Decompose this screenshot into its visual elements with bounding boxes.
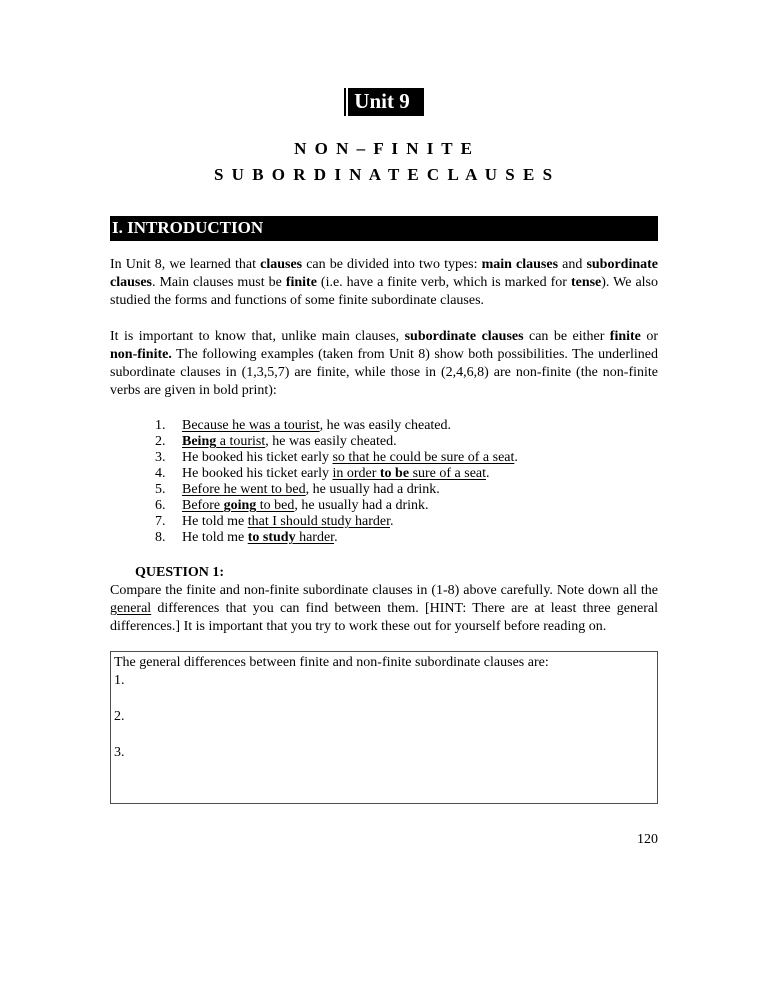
page-title xyxy=(110,136,658,188)
example-text: Before going to bed, he usually had a drink. xyxy=(182,498,429,513)
example-number: 1. xyxy=(155,418,166,433)
example-text: Because he was a tourist, he was easily cheated. xyxy=(182,418,452,433)
unit-badge-row xyxy=(110,88,658,116)
example-text: He booked his ticket early in order to be sure of a seat. xyxy=(182,466,490,481)
example-number: 4. xyxy=(155,466,166,481)
example-text: He booked his ticket early so that he could be sure of a seat. xyxy=(182,450,518,465)
example-item-4 xyxy=(155,466,658,482)
example-number: 2. xyxy=(155,434,166,449)
example-number: 8. xyxy=(155,530,166,545)
examples-list xyxy=(155,418,658,546)
example-number: 6. xyxy=(155,498,166,513)
example-number: 3. xyxy=(155,450,166,465)
answer-box xyxy=(110,651,658,804)
example-item-5 xyxy=(155,482,658,498)
question-1-body: Compare the finite and non-finite subordinate clauses in (1-8) above carefully. Note down all the general differences that you can find between them. [HINT: There are at least three general differences.] It is important that you try to work these out for yourself before reading on. xyxy=(110,583,658,634)
example-text: Before he went to bed, he usually had a drink. xyxy=(182,482,440,497)
answer-blank-3: 3. xyxy=(114,745,125,760)
answer-box-prompt: The general differences between finite and non-finite subordinate clauses are: xyxy=(114,655,549,670)
example-text: Being a tourist, he was easily cheated. xyxy=(182,434,397,449)
example-item-1 xyxy=(155,418,658,434)
section-header-introduction: I. INTRODUCTION xyxy=(110,216,658,241)
example-item-3 xyxy=(155,450,658,466)
answer-blank-2: 2. xyxy=(114,709,125,724)
page-number: 120 xyxy=(637,832,658,847)
example-item-6 xyxy=(155,498,658,514)
example-item-2 xyxy=(155,434,658,450)
unit-badge-label: Unit 9 xyxy=(348,88,423,116)
question-1-label: QUESTION 1: xyxy=(135,565,225,580)
intro-paragraph-2: It is important to know that, unlike main clauses, subordinate clauses can be either finite or non-finite. The following examples (taken from Unit 8) show both possibilities. The underlined subordinate clauses in (1,3,5,7) are finite, while those in (2,4,6,8) are non-finite (the non-finite verbs are given in bold print): xyxy=(110,329,658,398)
example-text: He told me to study harder. xyxy=(182,530,338,545)
unit-badge xyxy=(344,88,423,116)
example-number: 7. xyxy=(155,514,166,529)
intro-paragraph-1: In Unit 8, we learned that clauses can be divided into two types: main clauses and subordinate clauses. Main clauses must be finite (i.e. have a finite verb, which is marked for tense). We also studied the forms and functions of some finite subordinate clauses. xyxy=(110,257,659,308)
example-text: He told me that I should study harder. xyxy=(182,514,394,529)
page-title-line1: N O N – F I N I T E xyxy=(294,139,474,158)
answer-blank-1: 1. xyxy=(114,673,125,688)
example-number: 5. xyxy=(155,482,166,497)
example-item-7 xyxy=(155,514,658,530)
page-title-line2: S U B O R D I N A T E C L A U S E S xyxy=(213,165,555,184)
example-item-8 xyxy=(155,530,658,546)
